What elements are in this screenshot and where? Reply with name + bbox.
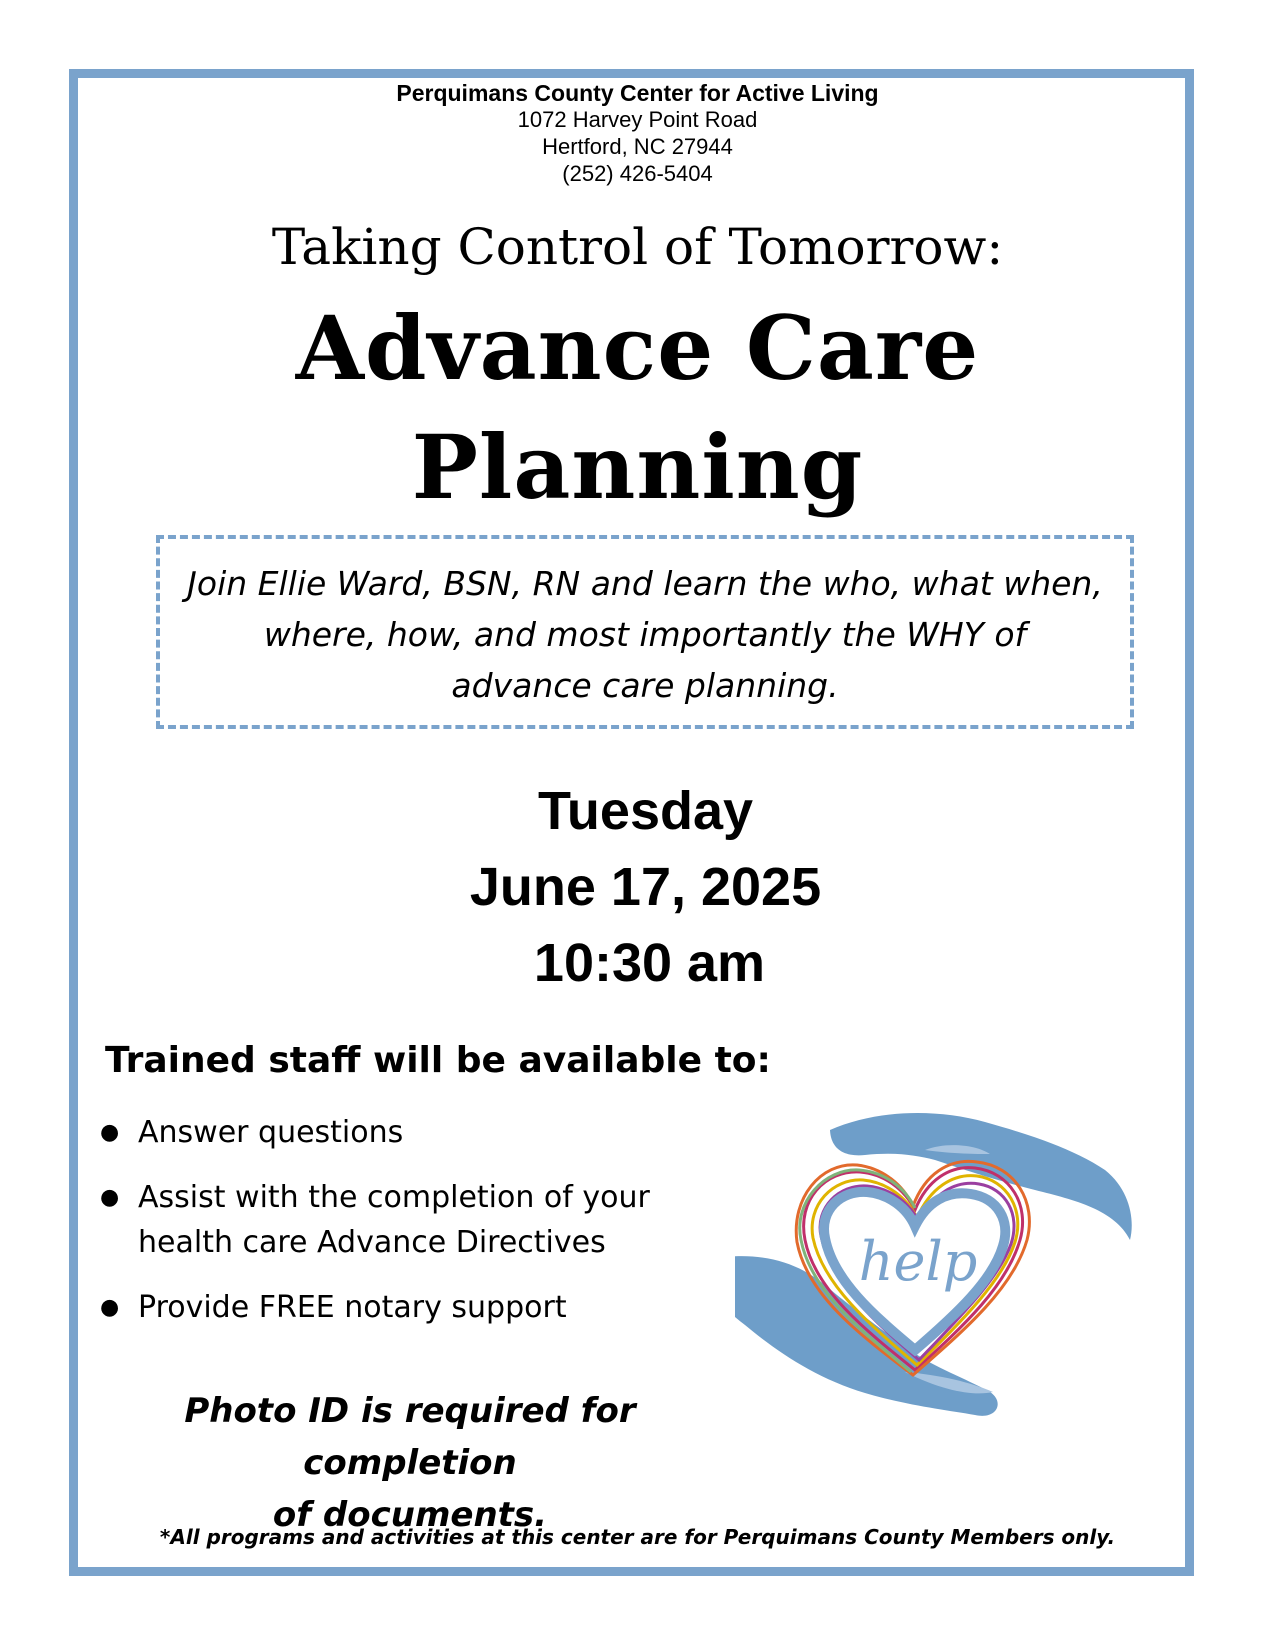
phone-number: (252) 426-5404	[562, 161, 713, 186]
photo-id-notice: Photo ID is required for completion of documents.	[184, 1391, 636, 1535]
event-title-line2: Planning	[411, 415, 864, 519]
services-heading: Trained staff will be available to:	[105, 1040, 771, 1081]
intro-line: advance care planning.	[451, 666, 839, 705]
membership-footnote: *All programs and activities at this center are for Perquimans County Members only.	[159, 1525, 1116, 1549]
city-state-zip: Hertford, NC 27944	[542, 134, 733, 159]
event-title-line1: Advance Care	[295, 296, 980, 400]
intro-line: where, how, and most importantly the WHY of	[263, 615, 1027, 654]
services-list	[96, 1110, 716, 1350]
street-address: 1072 Harvey Point Road	[517, 107, 758, 132]
intro-line: Join Ellie Ward, BSN, RN and learn the who, what when,	[187, 564, 1103, 603]
list-item: ● Provide FREE notary support	[96, 1285, 716, 1330]
event-day: Tuesday	[537, 781, 754, 841]
event-date: June 17, 2025	[469, 857, 822, 917]
event-subtitle: Taking Control of Tomorrow:	[271, 218, 1004, 276]
event-time: 10:30 am	[533, 933, 766, 993]
list-item: ● Answer questions	[96, 1110, 716, 1155]
list-item: ● Assist with the completion of your health care Advance Directives	[96, 1175, 716, 1265]
intro-text	[156, 558, 1134, 711]
hands-holding-heart-icon	[735, 1110, 1190, 1440]
bullet-icon: ●	[100, 1120, 120, 1145]
bullet-icon: ●	[100, 1185, 120, 1210]
bullet-icon: ●	[100, 1295, 120, 1320]
organization-name: Perquimans County Center for Active Living	[396, 80, 879, 106]
heart-label: help	[858, 1230, 978, 1293]
